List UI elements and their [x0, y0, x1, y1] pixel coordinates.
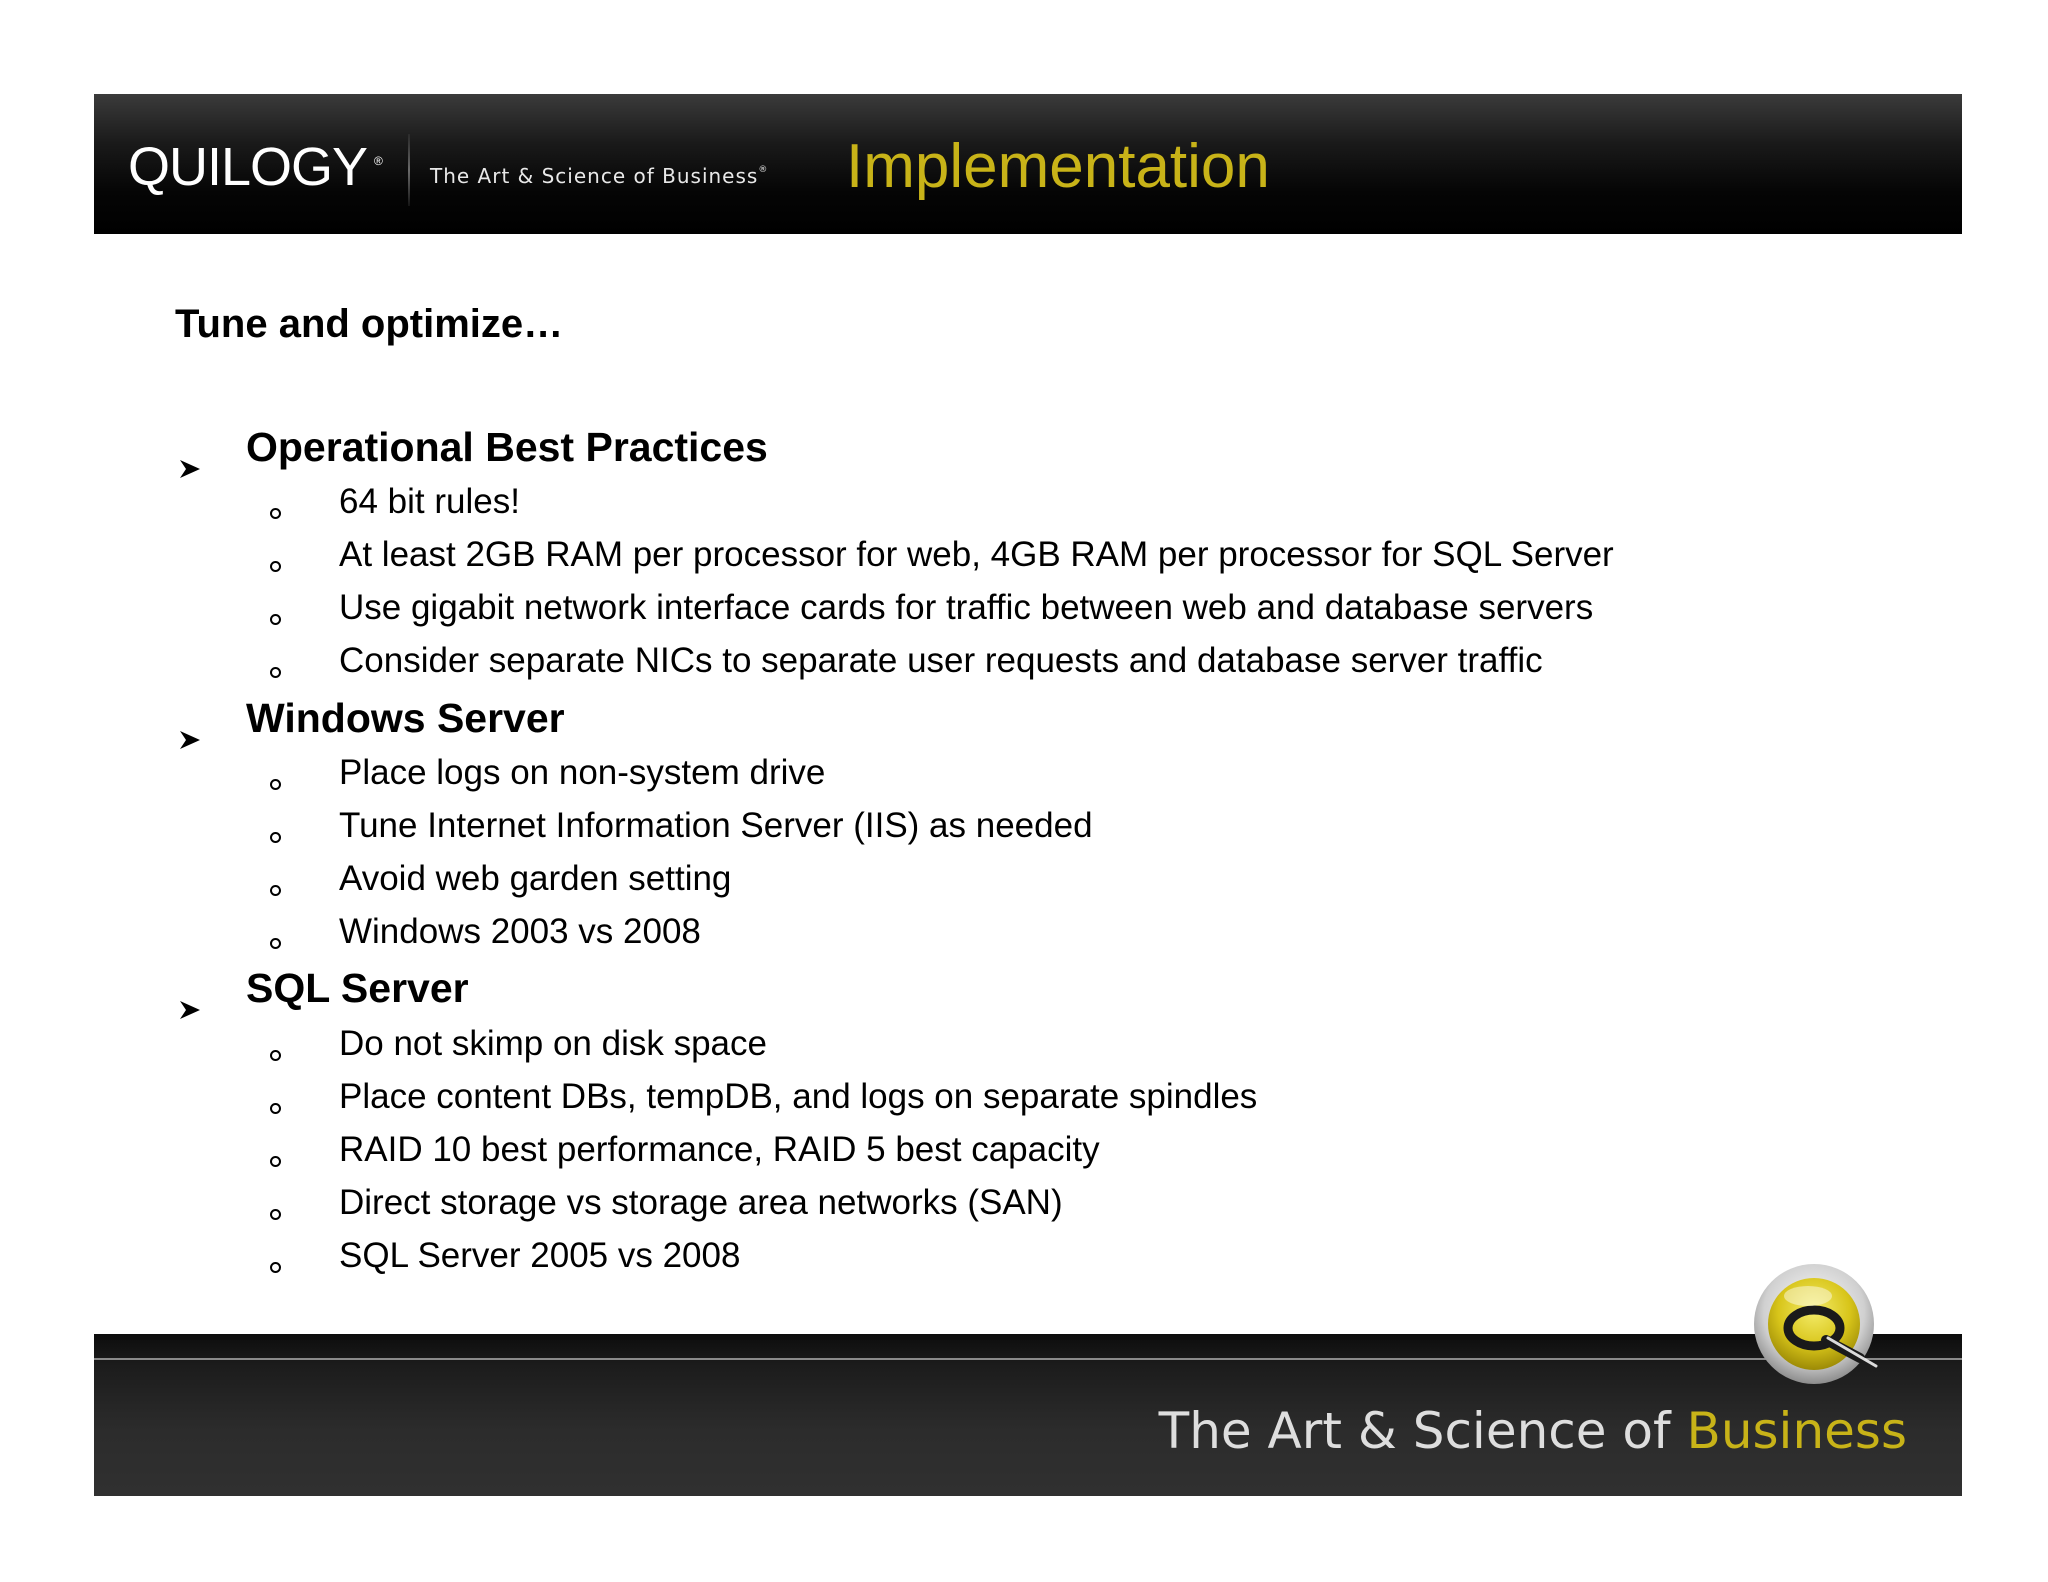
header-tagline-text: The Art & Science of Business [430, 164, 759, 188]
list-item: Do not skimp on disk space [339, 1024, 767, 1063]
quilogy-logo: QUILOGY [128, 137, 368, 197]
list-item: 64 bit rules! [339, 482, 520, 521]
slide-footer [94, 1334, 1962, 1496]
hollow-circle-icon [270, 1209, 281, 1220]
list-item: Avoid web garden setting [339, 859, 732, 898]
slide-header [94, 94, 1962, 234]
list-item: Direct storage vs storage area networks (SAN) [339, 1183, 1063, 1222]
section-heading: Windows Server [246, 695, 565, 741]
section-heading: Operational Best Practices [246, 424, 768, 470]
list-item: SQL Server 2005 vs 2008 [339, 1236, 741, 1275]
footer-tagline [1158, 1402, 1907, 1460]
list-item: RAID 10 best performance, RAID 5 best capacity [339, 1130, 1100, 1169]
hollow-circle-icon [270, 938, 281, 949]
footer-tagline-main: The Art & Science of [1158, 1402, 1687, 1460]
hollow-circle-icon [270, 561, 281, 572]
footer-tagline-accent: Business [1686, 1402, 1907, 1460]
list-item: Place content DBs, tempDB, and logs on separate spindles [339, 1077, 1258, 1116]
arrowhead-icon [178, 998, 202, 1022]
arrowhead-icon [178, 728, 202, 752]
slide-subtitle: Tune and optimize… [175, 302, 564, 346]
section-heading: SQL Server [246, 965, 469, 1011]
hollow-circle-icon [270, 667, 281, 678]
hollow-circle-icon [270, 1262, 281, 1273]
list-item: Place logs on non-system drive [339, 753, 826, 792]
q-logo-icon [1748, 1262, 1888, 1392]
logo-registered-mark: ® [374, 154, 383, 168]
hollow-circle-icon [270, 1156, 281, 1167]
list-item: At least 2GB RAM per processor for web, 4GB RAM per processor for SQL Server [339, 535, 1614, 574]
footer-divider-line [94, 1358, 1962, 1360]
header-divider [408, 134, 410, 206]
hollow-circle-icon [270, 1103, 281, 1114]
hollow-circle-icon [270, 832, 281, 843]
hollow-circle-icon [270, 779, 281, 790]
list-item: Use gigabit network interface cards for traffic between web and database servers [339, 588, 1594, 627]
hollow-circle-icon [270, 614, 281, 625]
hollow-circle-icon [270, 885, 281, 896]
hollow-circle-icon [270, 1050, 281, 1061]
list-item: Windows 2003 vs 2008 [339, 912, 701, 951]
arrowhead-icon [178, 457, 202, 481]
slide-title: Implementation [846, 132, 1270, 201]
list-item: Tune Internet Information Server (IIS) as needed [339, 806, 1093, 845]
header-tagline-registered-mark: ® [758, 165, 769, 175]
hollow-circle-icon [270, 508, 281, 519]
list-item: Consider separate NICs to separate user requests and database server traffic [339, 641, 1543, 680]
header-tagline [430, 166, 768, 186]
